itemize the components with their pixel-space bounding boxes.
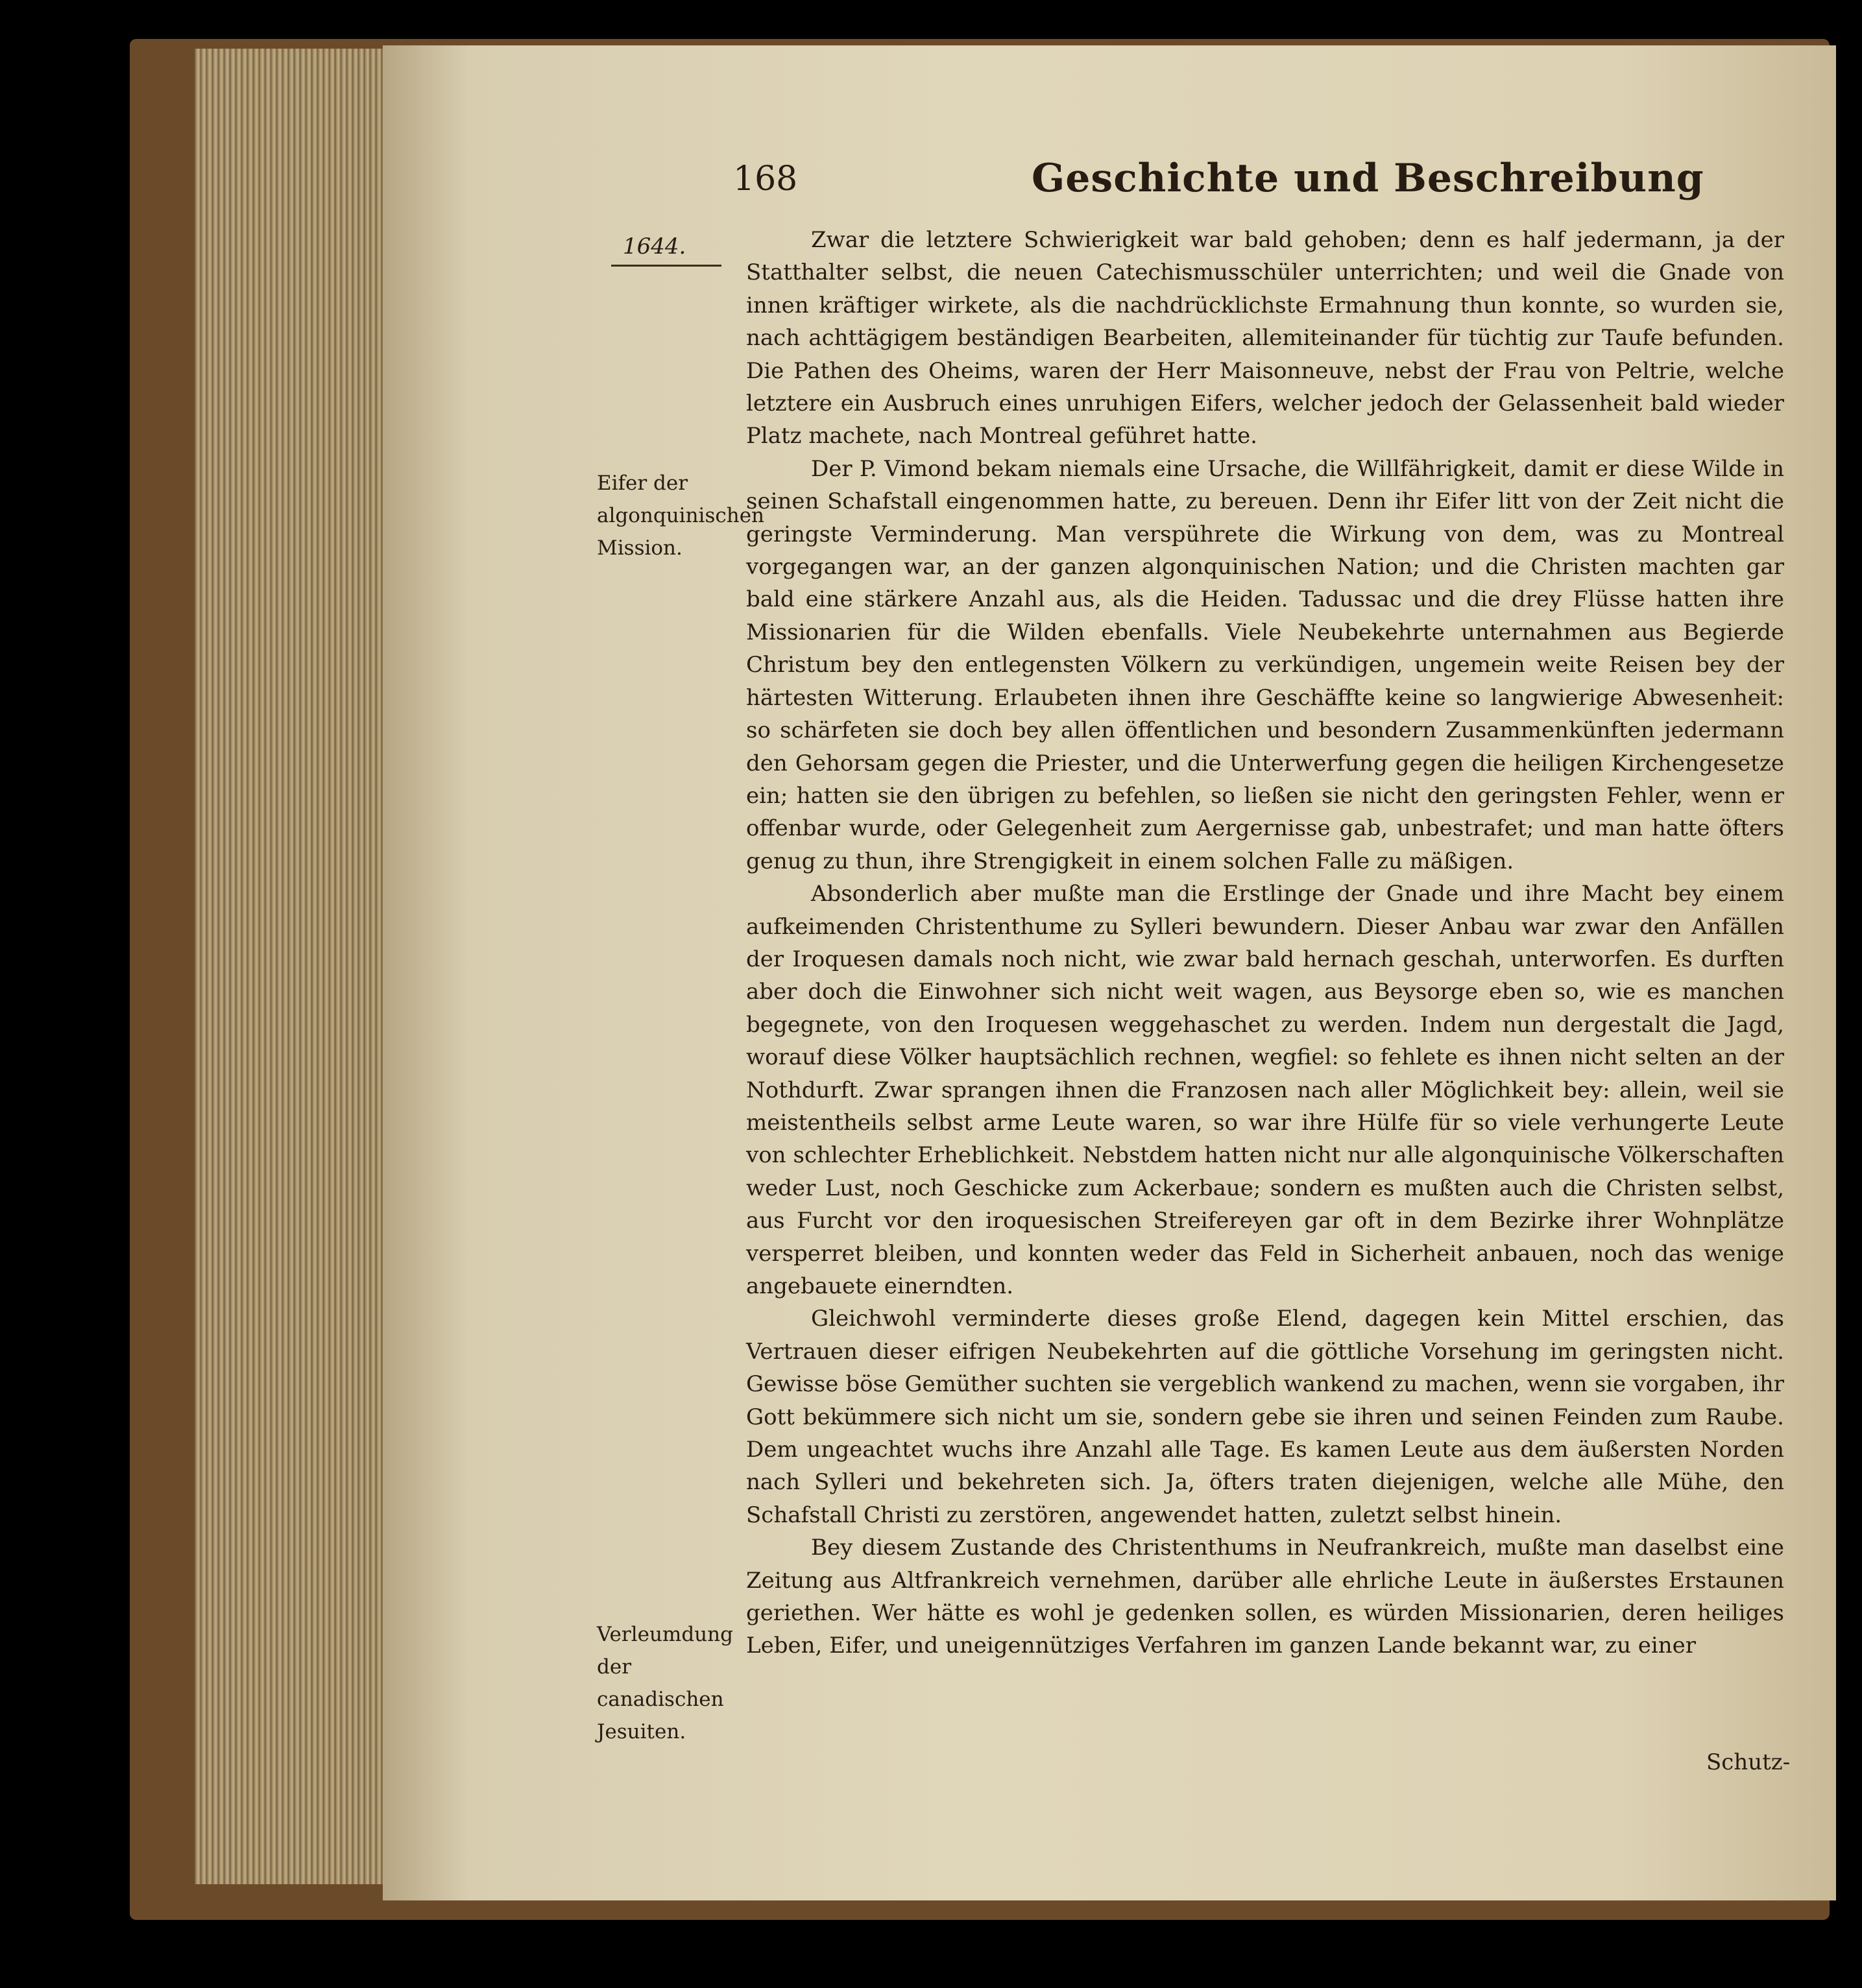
paragraph: Gleichwohl verminderte dieses große Elend, dagegen kein Mittel erschien, das Vertrauen dieser eifrigen Neubekehrten auf die göttliche Vorsehung im geringsten nicht. Gewisse böse Gemüther suchten sie vergeblich wankend zu machen, wenn sie vorgaben, ihr Gott bekümmere sich nicht um sie, sondern gebe sie ihren und seinen Feinden zum Raube. Dem ungeachtet wuchs ihre Anzahl alle Tage. Es kamen Leute aus dem äußersten Norden nach Sylleri und bekehreten sich. Ja, öfters traten diejenigen, welche alle Mühe, den Schafstall Christi zu zerstören, angewendet hatten, zuletzt selbst hinein.	[746, 1306, 1784, 1528]
running-head: Geschichte und Beschreibung	[1032, 156, 1704, 201]
body-text	[746, 224, 1784, 1662]
margin-year: 1644.	[623, 234, 686, 259]
margin-note: Eifer der algonquinischen Mission.	[597, 472, 765, 560]
paragraph: Bey diesem Zustande des Christenthums in Neufrankreich, mußte man daselbst eine Zeitung aus Altfrankreich vernehmen, darüber alle ehrliche Leute in äußerstes Erstaunen geriethen. Wer hätte es wohl je gedenken sollen, es würden Missionarien, deren heiliges Leben, Eifer, und uneigennütziges Verfahren im ganzen Lande bekannt war, zu einer	[746, 1535, 1784, 1659]
paragraph: Zwar die letztere Schwierigkeit war bald gehoben; denn es half jedermann, ja der Statthalter selbst, die neuen Catechismusschüler unterrichten; und weil die Gnade von innen kräftiger wirkete, als die nachdrücklichste Ermahnung thun konnte, so wurden sie, nach achttägigem beständigen Bearbeiten, allemiteinander für tüchtig zur Taufe befunden. Die Pathen des Oheims, waren der Herr Maisonneuve, nebst der Frau von Peltrie, welche letztere ein Ausbruch eines unruhigen Eifers, welcher jedoch der Gelassenheit bald wieder Platz machete, nach Montreal geführet hatte.	[746, 227, 1784, 449]
page-edges	[195, 49, 383, 1884]
paragraph: Der P. Vimond bekam niemals eine Ursache, die Willfährigkeit, damit er diese Wilde in seinen Schafstall eingenommen hatte, zu bereuen. Denn ihr Eifer litt von der Zeit nicht die geringste Verminderung. Man verspührete die Wirkung von dem, was zu Montreal vorgegangen war, an der ganzen algonquinischen Nation; und die Christen machten gar bald eine stärkere Anzahl aus, als die Heiden. Tadussac und die drey Flüsse hatten ihre Missionarien für die Wilden ebenfalls. Viele Neubekehrte unternahmen aus Begierde Christum bey den entlegensten Völkern zu verkündigen, ungemein weite Reisen bey der härtesten Witterung. Erlaubeten ihnen ihre Geschäffte keine so langwierige Abwesenheit: so schärfeten sie doch bey allen öffentlichen und besondern Zusammenkünften jedermann den Gehorsam gegen die Priester, und die Unterwerfung gegen die heiligen Kirchengesetze ein; hatten sie den übrigen zu befehlen, so ließen sie nicht den geringsten Fehler, wenn er offenbar wurde, oder Gelegenheit zum Aergernisse gab, unbestrafet; und man hatte öfters genug zu thun, ihre Strengigkeit in einem solchen Falle zu mäßigen.	[746, 455, 1784, 874]
book-page	[383, 45, 1836, 1900]
catchword: Schutz-	[1706, 1749, 1791, 1775]
page-number: 168	[733, 160, 798, 198]
margin-note: Verleumdung der canadischen Jesuiten.	[597, 1623, 733, 1743]
year-rule	[611, 265, 721, 267]
paragraph: Absonderlich aber mußte man die Erstlinge der Gnade und ihre Macht bey einem aufkeimenden Christenthume zu Sylleri bewundern. Dieser Anbau war zwar den Anfällen der Iroquesen damals noch nicht, wie zwar bald hernach geschah, unterworfen. Es durften aber doch die Einwohner sich nicht weit wagen, aus Beysorge eben so, wie es manchen begegnete, von den Iroquesen weggehaschet zu werden. Indem nun dergestalt die Jagd, worauf diese Völker hauptsächlich rechnen, wegfiel: so fehlete es ihnen nicht selten an der Nothdurft. Zwar sprangen ihnen die Franzosen nach aller Möglichkeit bey: allein, weil sie meistentheils selbst arme Leute waren, so war ihre Hülfe für so viele verhungerte Leute von schlechter Erheblichkeit. Nebstdem hatten nicht nur alle algonquinische Völkerschaften weder Lust, noch Geschicke zum Ackerbaue; sondern es mußten auch die Christen selbst, aus Furcht vor den iroquesischen Streifereyen gar oft in dem Bezirke ihrer Wohnplätze versperret bleiben, und konnten weder das Feld in Sicherheit anbauen, noch das wenige angebauete einerndten.	[746, 881, 1784, 1299]
